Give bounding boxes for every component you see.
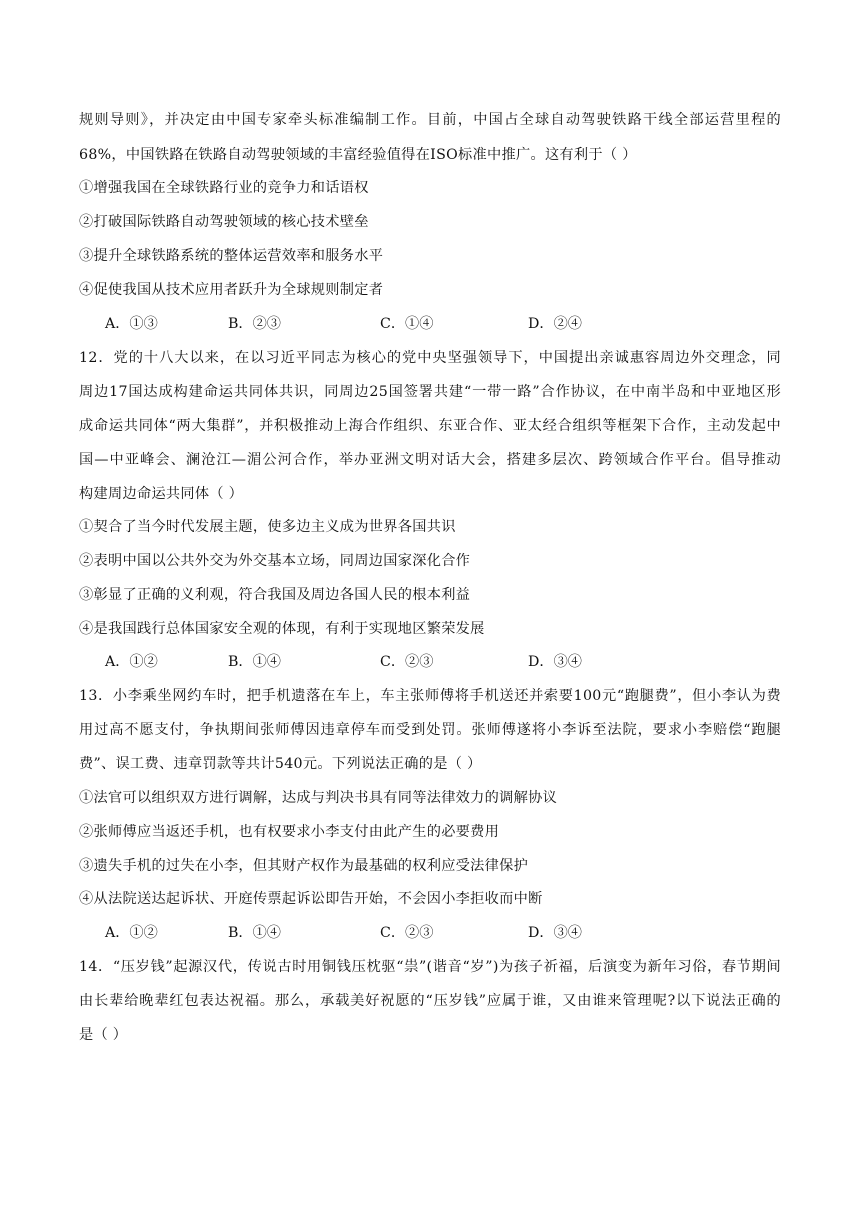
q14-stem-line-2: 由长辈给晚辈红包表达祝福。那么，承载美好祝愿的“压岁钱”应属于谁，又由谁来管理呢?以下说法正确的 — [79, 993, 781, 1009]
q12-statement-2: ②表明中国以公共外交为外交基本立场，同周边国家深化合作 — [79, 553, 471, 569]
q14-stem-line-1: 14．“压岁钱”起源汉代，传说古时用铜钱压枕驱“祟”(谐音“岁”)为孩子祈福，后演变为新年习俗，春节期间 — [79, 959, 781, 975]
q13-statement-4: ④从法院送达起诉状、开庭传票起诉讼即告开始，不会因小李拒收而中断 — [79, 891, 543, 907]
q12-option-d[interactable]: D．③④ — [528, 654, 582, 670]
q11-statement-4: ④促使我国从技术应用者跃升为全球规则制定者 — [79, 282, 384, 298]
q12-stem-line-2: 周边17国达成构建命运共同体共识，同周边25国签署共建“一带一路”合作协议，在中南半岛和中亚地区形 — [79, 384, 781, 400]
q14-stem-line-3: 是（ ） — [79, 1027, 128, 1043]
q12-option-a[interactable]: A．①② — [105, 654, 158, 670]
q11-option-b[interactable]: B．②③ — [228, 316, 281, 332]
q12-stem-line-5: 构建周边命运共同体（ ） — [79, 486, 244, 502]
q13-option-d[interactable]: D．③④ — [528, 925, 582, 941]
q13-statement-2: ②张师傅应当返还手机，也有权要求小李支付由此产生的必要费用 — [79, 824, 500, 840]
q13-options — [105, 923, 625, 943]
q11-stem-line-2: 68%，中国铁路在铁路自动驾驶领域的丰富经验值得在ISO标准中推广。这有利于（ ） — [79, 147, 637, 163]
q11-statement-2: ②打破国际铁路自动驾驶领域的核心技术壁垒 — [79, 214, 369, 230]
q13-stem-line-3: 费”、误工费、违章罚款等共计540元。下列说法正确的是（ ） — [79, 756, 482, 772]
q12-stem-line-4: 国—中亚峰会、澜沧江—湄公河合作，举办亚洲文明对话大会，搭建多层次、跨领域合作平台。倡导推动 — [79, 452, 781, 468]
q12-statement-3: ③彰显了正确的义利观，符合我国及周边各国人民的根本利益 — [79, 587, 471, 603]
q11-stem-line-1: 规则导则》，并决定由中国专家牵头标准编制工作。目前，中国占全球自动驾驶铁路干线全部运营里程的 — [79, 112, 781, 128]
q12-statement-4: ④是我国践行总体国家安全观的体现，有利于实现地区繁荣发展 — [79, 621, 485, 637]
q11-options — [105, 314, 625, 334]
q11-statement-3: ③提升全球铁路系统的整体运营效率和服务水平 — [79, 248, 384, 264]
q13-stem-line-1: 13．小李乘坐网约车时，把手机遗落在车上，车主张师傅将手机送还并索要100元“跑腿费”，但小李认为费 — [79, 688, 781, 704]
q13-option-b[interactable]: B．①④ — [228, 925, 281, 941]
q13-option-c[interactable]: C．②③ — [380, 925, 434, 941]
q13-stem-line-2: 用过高不愿支付，争执期间张师傅因违章停车而受到处罚。张师傅遂将小李诉至法院，要求小李赔偿“跑腿 — [79, 722, 781, 738]
q12-option-c[interactable]: C．②③ — [380, 654, 434, 670]
q11-option-d[interactable]: D．②④ — [528, 316, 582, 332]
q13-statement-3: ③遗失手机的过失在小李，但其财产权作为最基础的权利应受法律保护 — [79, 858, 529, 874]
q12-stem-line-1: 12．党的十八大以来，在以习近平同志为核心的党中央坚强领导下，中国提出亲诚惠容周边外交理念，同 — [79, 350, 781, 366]
q12-statement-1: ①契合了当今时代发展主题，使多边主义成为世界各国共识 — [79, 519, 456, 535]
q12-option-b[interactable]: B．①④ — [228, 654, 281, 670]
q11-statement-1: ①增强我国在全球铁路行业的竞争力和话语权 — [79, 180, 369, 196]
q13-statement-1: ①法官可以组织双方进行调解，达成与判决书具有同等法律效力的调解协议 — [79, 790, 558, 806]
q11-option-a[interactable]: A．①③ — [105, 316, 158, 332]
q12-stem-line-3: 成命运共同体“两大集群”，并积极推动上海合作组织、东亚合作、亚太经合组织等框架下合作，主动发起中 — [79, 418, 781, 434]
q11-option-c[interactable]: C．①④ — [380, 316, 434, 332]
q13-option-a[interactable]: A．①② — [105, 925, 158, 941]
q12-options — [105, 652, 625, 672]
